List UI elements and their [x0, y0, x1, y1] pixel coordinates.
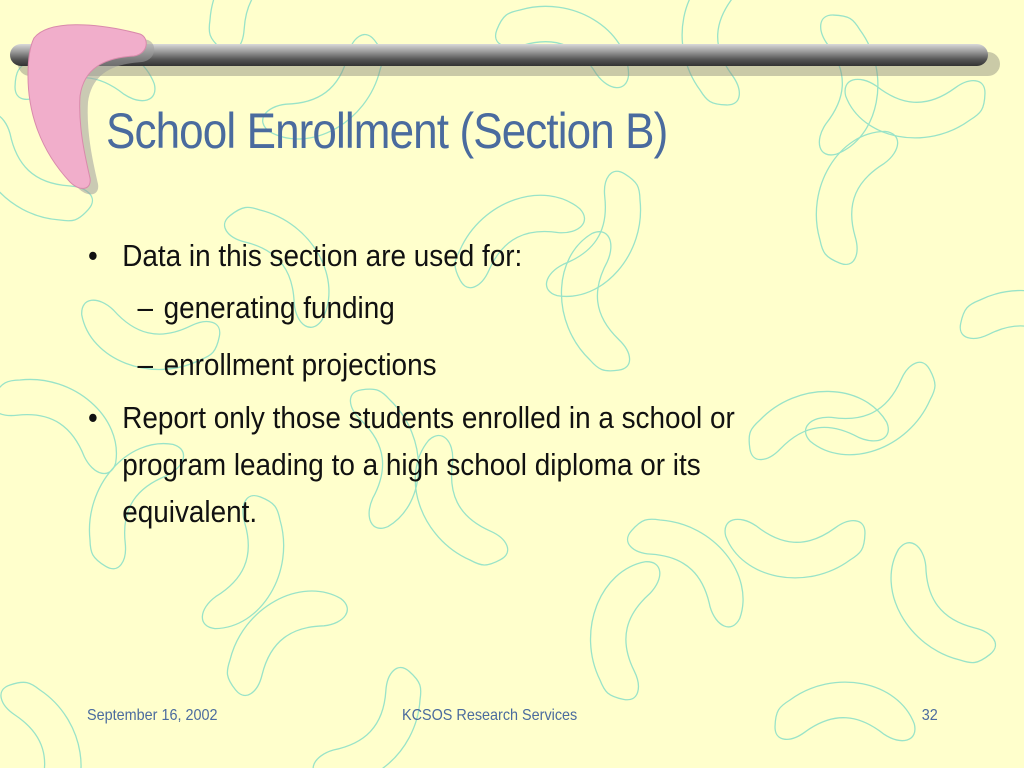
slide-title: School Enrollment (Section B) [106, 103, 668, 159]
bullet-list [88, 232, 826, 535]
bullet-marker: • [88, 238, 98, 273]
sub-bullet-text: enrollment projections [163, 347, 437, 383]
sub-bullet-marker: – [137, 290, 154, 326]
title-rail-decoration [0, 0, 1024, 200]
footer-page-number: 32 [921, 707, 938, 724]
bullet-item [88, 394, 826, 535]
sub-bullet-marker: – [137, 347, 154, 383]
sub-bullet-item [88, 336, 826, 393]
rail-bar [10, 44, 988, 66]
sub-bullet-item [88, 279, 826, 336]
bullet-item [88, 232, 826, 279]
bullet-marker: • [88, 399, 98, 435]
footer-organization: KCSOS Research Services [402, 707, 578, 724]
sub-bullet-text: generating funding [163, 290, 395, 326]
bullet-text: Data in this section are used for: [122, 238, 523, 273]
bullet-text: Report only those students enrolled in a school or program leading to a high school diploma or its equivalent. [122, 399, 735, 530]
footer-date: September 16, 2002 [87, 707, 218, 724]
